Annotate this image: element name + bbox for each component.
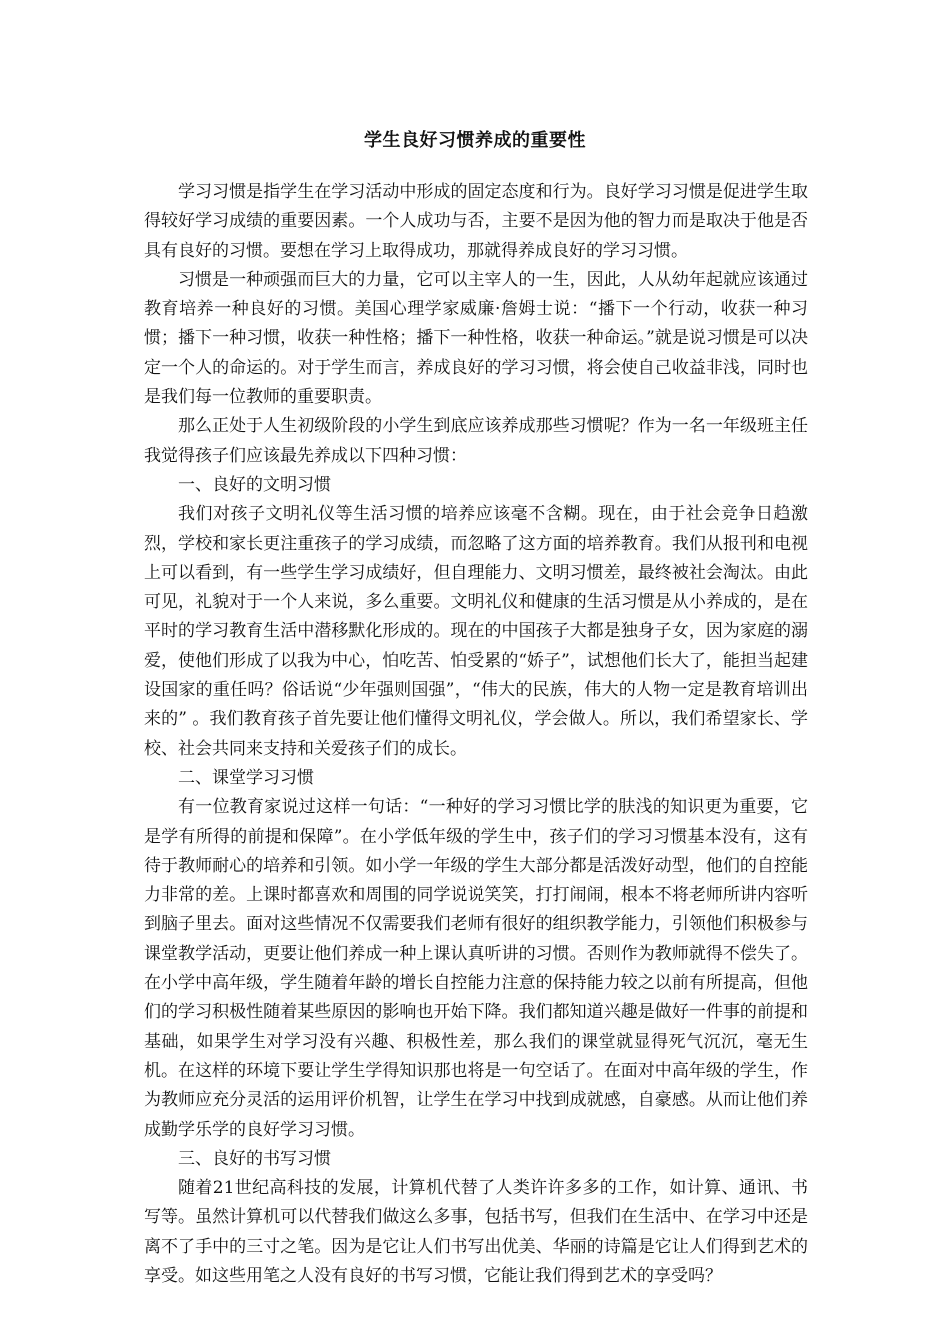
document-body: [144, 178, 808, 1291]
intro-paragraph-2: 习惯是一种顽强而巨大的力量，它可以主宰人的一生，因此，人从幼年起就应该通过教育培养一种良好的习惯。美国心理学家威廉·詹姆士说：“播下一个行动，收获一种习惯；播下一种习惯，收获一种性格；播下一种性格，收获一种命运。”就是说习惯是可以决定一个人的命运的。对于学生而言，养成良好的学习习惯，将会使自己收益非浅，同时也是我们每一位教师的重要职责。: [144, 269, 808, 408]
section-text-classroom: 有一位教育家说过这样一句话：“一种好的学习习惯比学的肤浅的知识更为重要，它是学有所得的前提和保障”。在小学低年级的学生中，孩子们的学习习惯基本没有，这有待于教师耐心的培养和引领。如小学一年级的学生大部分都是活泼好动型，他们的自控能力非常的差。上课时都喜欢和周围的同学说说笑笑，打打闹闹，根本不将老师所讲内容听到脑子里去。面对这些情况不仅需要我们老师有很好的组织教学能力，引领他们积极参与课堂教学活动，更要让他们养成一种上课认真听讲的习惯。否则作为教师就得不偿失了。在小学中高年级，学生随着年龄的增长自控能力注意的保持能力较之以前有所提高，但他们的学习积极性随着某些原因的影响也开始下降。我们都知道兴趣是做好一件事的前提和基础，如果学生对学习没有兴趣、积极性差，那么我们的课堂就显得死气沉沉，毫无生机。在这样的环境下要让学生学得知识那也将是一句空话了。在面对中高年级的学生，作为教师应充分灵活的运用评价机智，让学生在学习中找到成就感，自豪感。从而让他们养成勤学乐学的良好学习习惯。: [144, 797, 808, 1140]
section-heading-writing: 三、良好的书写习惯: [178, 1148, 331, 1169]
document-title: 学生良好习惯养成的重要性: [364, 130, 586, 151]
section-text-writing: 随着21世纪高科技的发展，计算机代替了人类许许多多的工作，如计算、通讯、书写等。虽然计算机可以代替我们做这么多事，包括书写，但我们在生活中、在学习中还是离不了手中的三寸之笔。因为是它让人们书写出优美、华丽的诗篇是它让人们得到艺术的享受。如这些用笔之人没有良好的书写习惯，它能让我们得到艺术的享受吗？: [144, 1178, 808, 1286]
intro-paragraph-1: 学习习惯是指学生在学习活动中形成的固定态度和行为。良好学习习惯是促进学生取得较好学习成绩的重要因素。一个人成功与否，主要不是因为他的智力而是取决于他是否具有良好的习惯。要想在学习上取得成功，那就得养成良好的学习习惯。: [144, 182, 808, 261]
intro-paragraph-3: 那么正处于人生初级阶段的小学生到底应该养成那些习惯呢？作为一名一年级班主任我觉得孩子们应该最先养成以下四种习惯：: [144, 416, 808, 466]
section-heading-classroom: 二、课堂学习习惯: [178, 767, 314, 788]
section-text-civility: 我们对孩子文明礼仪等生活习惯的培养应该毫不含糊。现在，由于社会竞争日趋激烈，学校和家长更注重孩子的学习成绩，而忽略了这方面的培养教育。我们从报刊和电视上可以看到，有一些学生学习成绩好，但自理能力、文明习惯差，最终被社会淘汰。由此可见，礼貌对于一个人来说，多么重要。文明礼仪和健康的生活习惯是从小养成的，是在平时的学习教育生活中潜移默化形成的。现在的中国孩子大都是独身子女，因为家庭的溺爱，使他们形成了以我为中心，怕吃苦、怕受累的“娇子”，试想他们长大了，能担当起建设国家的重任吗？俗话说“少年强则国强”，“伟大的民族，伟大的人物一定是教育培训出来的” 。我们教育孩子首先要让他们懂得文明礼仪，学会做人。所以，我们希望家长、学校、社会共同来支持和关爱孩子们的成长。: [144, 504, 808, 759]
section-heading-civility: 一、良好的文明习惯: [178, 474, 331, 495]
